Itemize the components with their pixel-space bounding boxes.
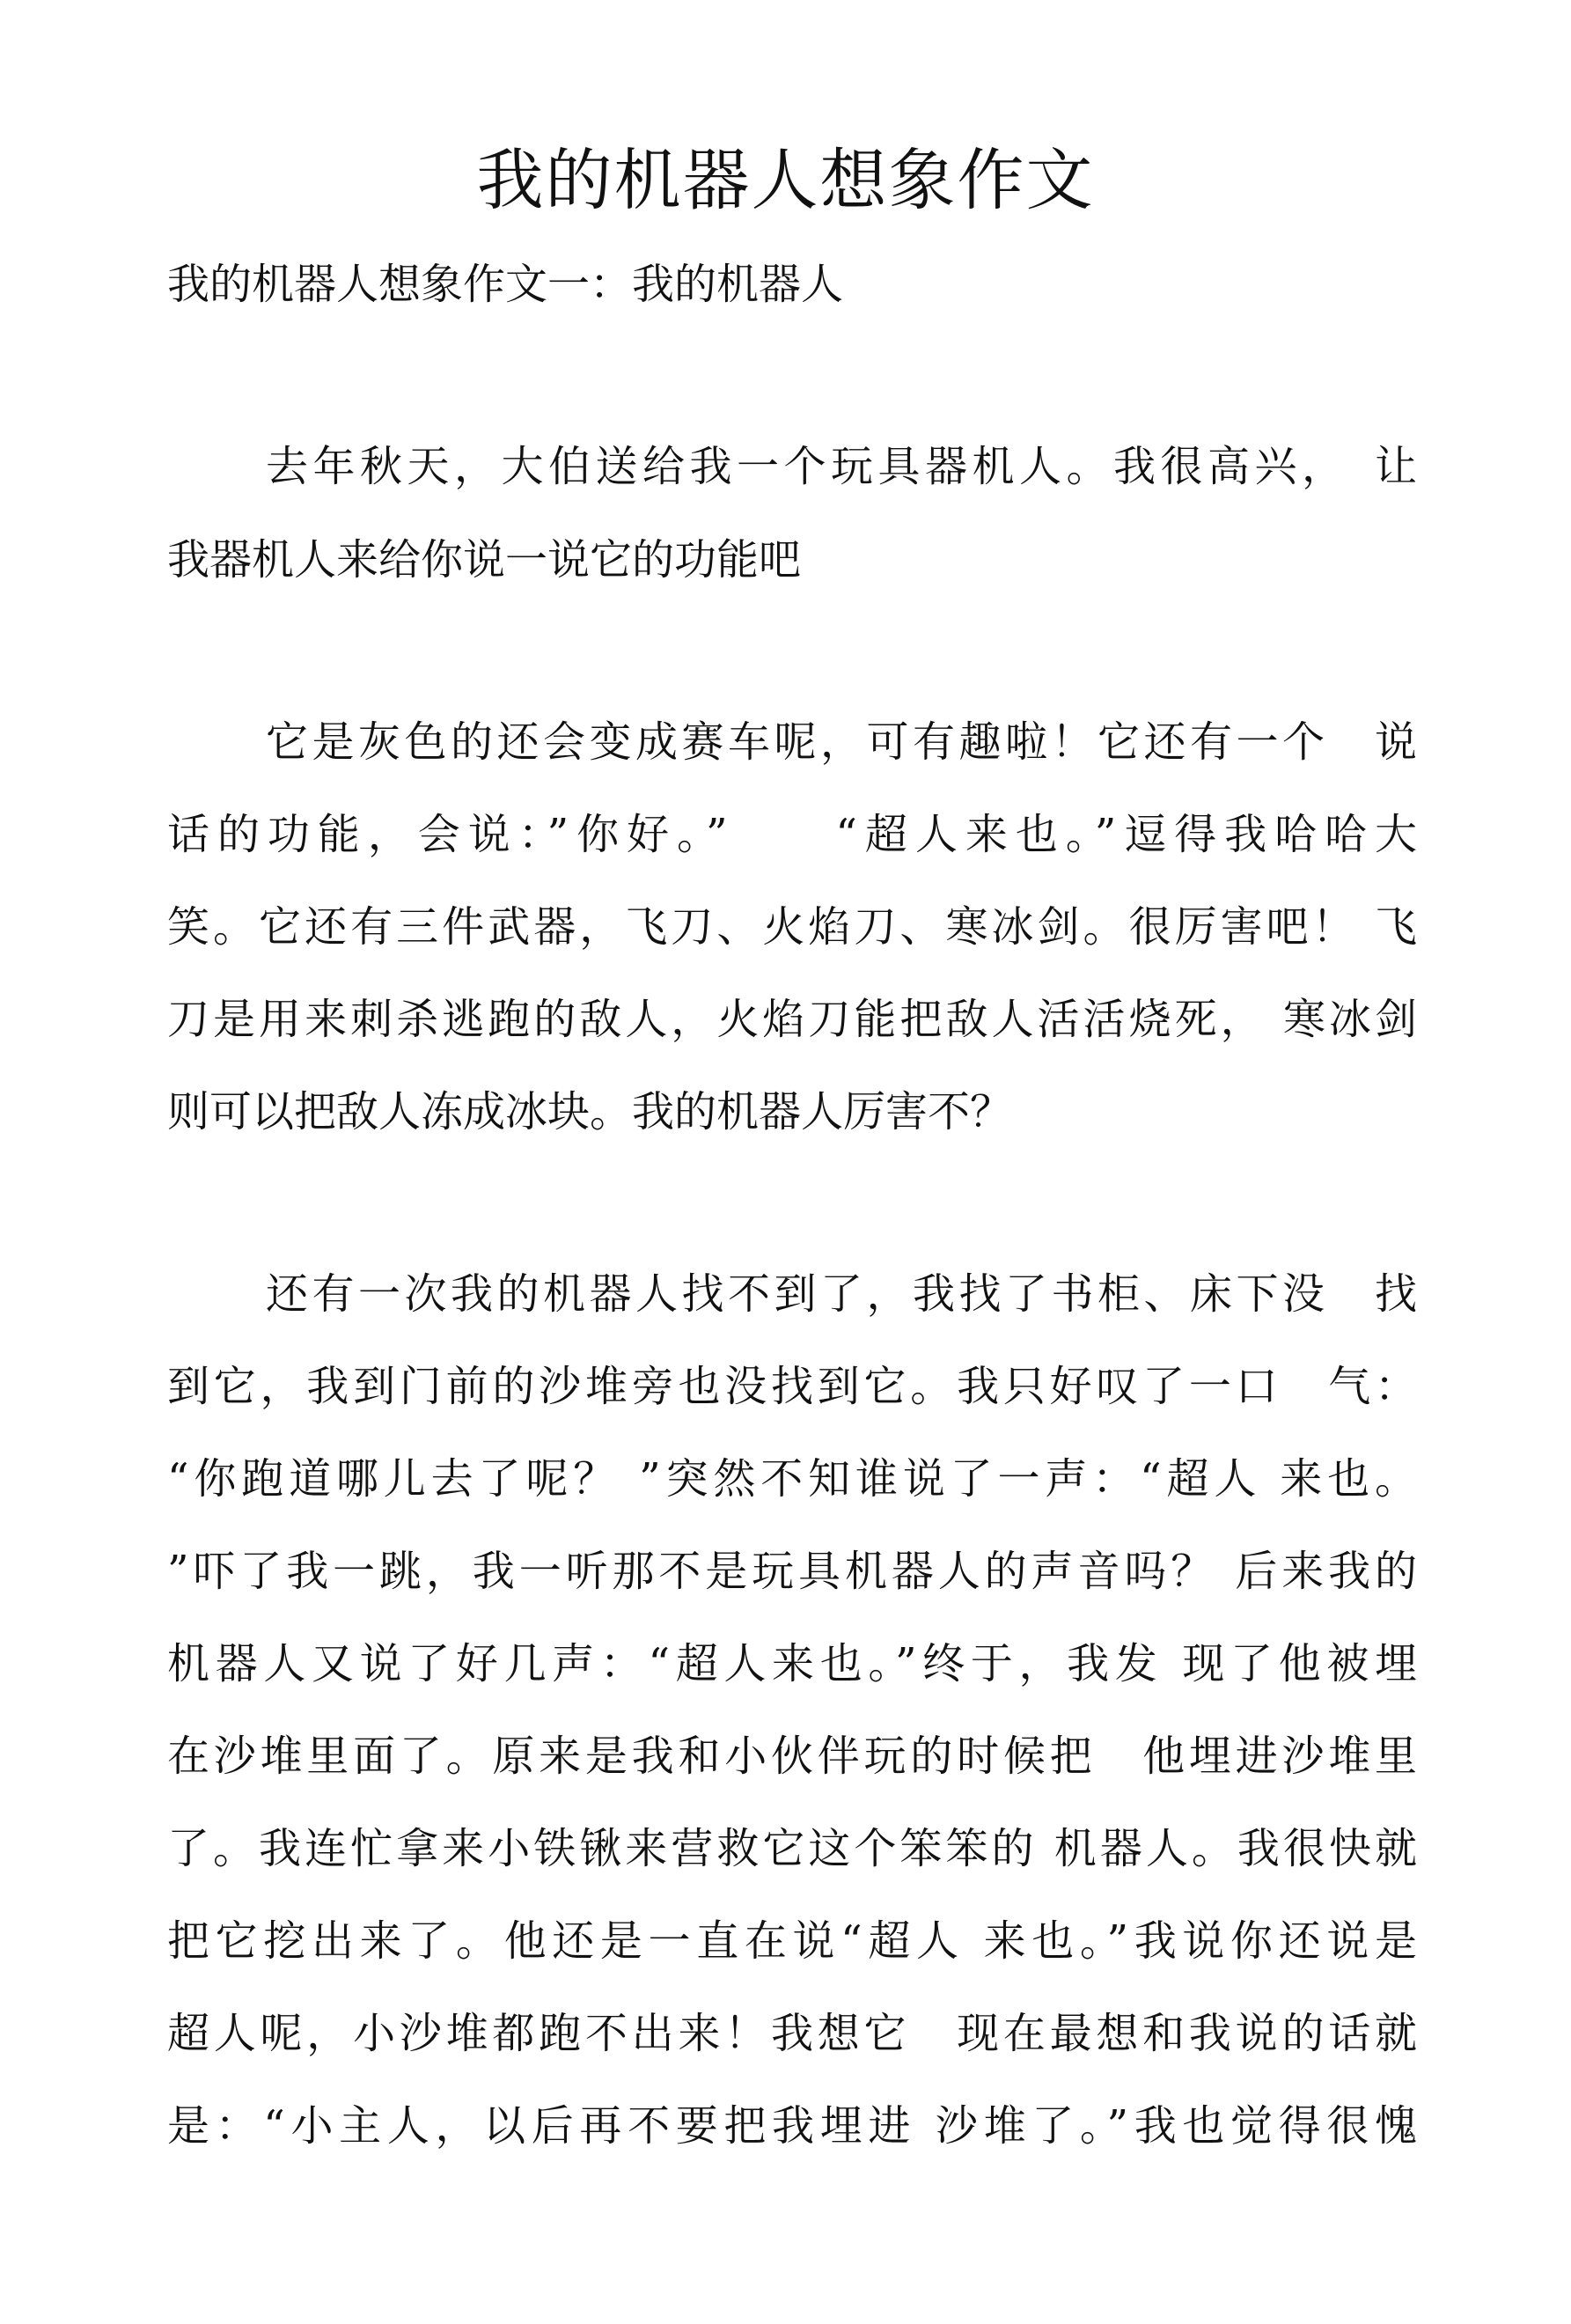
paragraph-3-line-5: 机器人又说了好几声：“超人来也。”终于，我发 现了他被埋: [167, 1639, 1417, 1688]
paragraph-3-line-4: ”吓了我一跳，我一听那不是玩具机器人的声音吗？ 后来我的: [167, 1547, 1417, 1596]
paragraph-3-line-6: 在沙堆里面了。原来是我和小伙伴玩的时候把 他埋进沙堆里: [167, 1732, 1417, 1781]
paragraph-1-line-2: 我器机人来给你说一说它的功能吧: [167, 535, 802, 585]
paragraph-3-line-2: 到它，我到门前的沙堆旁也没找到它。我只好叹了一口 气：: [167, 1362, 1417, 1411]
paragraph-3-line-3: “你跑道哪儿去了呢？ ”突然不知谁说了一声：“超人 来也。: [167, 1454, 1417, 1504]
document-title: 我的机器人想象作文: [476, 141, 1095, 219]
paragraph-2-line-5: 则可以把敌人冻成冰块。我的机器人厉害不？: [167, 1087, 1013, 1136]
paragraph-1-line-1: 去年秋天，大伯送给我一个玩具器机人。我很高兴， 让: [266, 442, 1417, 491]
document-subtitle: 我的机器人想象作文一：我的机器人: [167, 260, 844, 309]
paragraph-3-line-1: 还有一次我的机器人找不到了，我找了书柜、床下没 找: [266, 1269, 1417, 1319]
paragraph-2-line-1: 它是灰色的还会变成赛车呢，可有趣啦！它还有一个 说: [266, 717, 1417, 767]
paragraph-2-line-2: 话的功能，会说：”你好。” “超人来也。”逗得我哈哈大: [167, 810, 1417, 859]
paragraph-3-line-8: 把它挖出来了。他还是一直在说“超人 来也。”我说你还说是: [167, 1916, 1417, 1966]
paragraph-3-line-7: 了。我连忙拿来小铁锹来营救它这个笨笨的 机器人。我很快就: [167, 1824, 1417, 1873]
paragraph-2-line-4: 刀是用来刺杀逃跑的敌人，火焰刀能把敌人活活烧死， 寒冰剑: [167, 995, 1417, 1044]
paragraph-2-line-3: 笑。它还有三件武器，飞刀、火焰刀、寒冰剑。很厉害吧！ 飞: [167, 902, 1417, 952]
paragraph-3-line-9: 超人呢，小沙堆都跑不出来！我想它 现在最想和我说的话就: [167, 2009, 1417, 2058]
paragraph-3-line-10: 是：“小主人，以后再不要把我埋进 沙堆了。”我也觉得很愧: [167, 2101, 1417, 2151]
